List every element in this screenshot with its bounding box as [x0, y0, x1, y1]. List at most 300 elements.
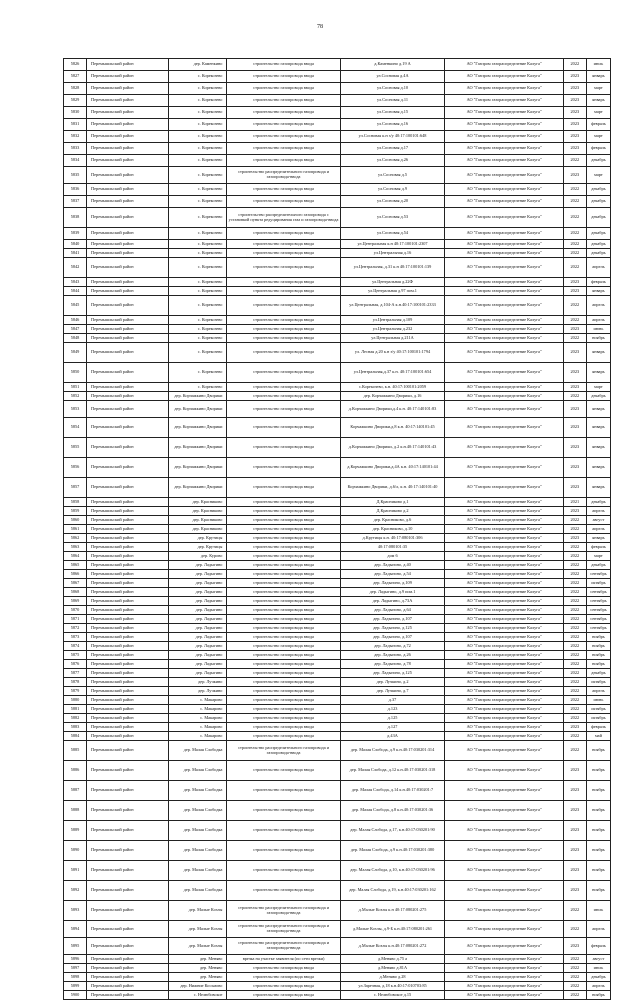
month-cell: август	[586, 955, 610, 964]
district-cell: Перемышльский район	[87, 119, 169, 131]
settlement-cell: с. Корекозево	[168, 343, 227, 363]
district-cell: Перемышльский район	[87, 418, 169, 438]
table-row	[64, 705, 611, 714]
settlement-cell: с. Макарово	[168, 696, 227, 705]
table-row	[64, 392, 611, 401]
month-cell: март	[586, 83, 610, 95]
work-type-cell: строительство газопровода ввода	[227, 588, 340, 597]
table-row	[64, 208, 611, 228]
settlement-cell: с. Корекозево	[168, 228, 227, 240]
work-type-cell: строительство газопровода ввода	[227, 325, 340, 334]
settlement-cell: с. Корекозево	[168, 325, 227, 334]
table-row	[64, 383, 611, 392]
settlement-cell: с. Корекозево	[168, 249, 227, 258]
year-cell: 2022	[563, 196, 586, 208]
month-cell: сентябрь	[586, 606, 610, 615]
settlement-cell: дер. Малая Слободка	[168, 761, 227, 781]
organization-cell: АО "Газпром газораспределение Калуга"	[445, 597, 563, 606]
work-type-cell: строительство газопровода ввода	[227, 59, 340, 71]
district-cell: Перемышльский район	[87, 196, 169, 208]
work-type-cell: строительство газопровода ввода	[227, 184, 340, 196]
table-body	[64, 59, 611, 1000]
work-type-cell: строительство распределительного газопровода и газопровода-ввода	[227, 167, 340, 184]
work-type-cell: строительство газопровода ввода	[227, 552, 340, 561]
district-cell: Перемышльский район	[87, 71, 169, 83]
work-type-cell: строительство газопровода ввода	[227, 991, 340, 1000]
work-type-cell: строительство газопровода ввода	[227, 196, 340, 208]
work-type-cell: строительство газопровода ввода	[227, 498, 340, 507]
settlement-cell: с. Корекозево	[168, 196, 227, 208]
work-type-cell: строительство газопровода ввода	[227, 383, 340, 392]
month-cell: февраль	[586, 119, 610, 131]
settlement-cell: дер. Меняво	[168, 964, 227, 973]
month-cell: апрель	[586, 258, 610, 278]
district-cell: Перемышльский район	[87, 534, 169, 543]
address-cell: д.Меняво д.75 а	[340, 955, 445, 964]
organization-cell: АО "Газпром газораспределение Калуга"	[445, 240, 563, 249]
table-row	[64, 982, 611, 991]
settlement-cell: с. Корекозево	[168, 107, 227, 119]
year-cell: 2022	[563, 392, 586, 401]
year-cell: 2022	[563, 570, 586, 579]
settlement-cell: дер. Ладыгино	[168, 597, 227, 606]
organization-cell: АО "Газпром газораспределение Калуга"	[445, 741, 563, 761]
organization-cell: АО "Газпром газораспределение Калуга"	[445, 287, 563, 296]
settlement-cell: с. Корекозево	[168, 119, 227, 131]
year-cell: 2023	[563, 841, 586, 861]
year-cell: 2022	[563, 624, 586, 633]
month-cell: ноябрь	[586, 821, 610, 841]
organization-cell: АО "Газпром газораспределение Калуга"	[445, 196, 563, 208]
district-cell: Перемышльский район	[87, 249, 169, 258]
row-number: 5887	[64, 781, 87, 801]
district-cell: Перемышльский район	[87, 678, 169, 687]
table-row	[64, 525, 611, 534]
year-cell: 2022	[563, 606, 586, 615]
year-cell: 2022	[563, 296, 586, 316]
row-number: 5858	[64, 498, 87, 507]
row-number: 5828	[64, 83, 87, 95]
district-cell: Перемышльский район	[87, 651, 169, 660]
table-row	[64, 287, 611, 296]
organization-cell: АО "Газпром газораспределение Калуга"	[445, 624, 563, 633]
settlement-cell: с. Макарово	[168, 723, 227, 732]
address-cell: д.Малые Козлы к.н.40:17:080201:272	[340, 938, 445, 955]
work-type-cell: строительство газопровода ввода	[227, 543, 340, 552]
month-cell: январь	[586, 363, 610, 383]
year-cell: 2022	[563, 561, 586, 570]
row-number: 5831	[64, 119, 87, 131]
address-cell: ул.Сосновая д.20	[340, 196, 445, 208]
table-row	[64, 107, 611, 119]
work-type-cell: строительство газопровода ввода	[227, 316, 340, 325]
organization-cell: АО "Газпром газораспределение Калуга"	[445, 660, 563, 669]
work-type-cell: строительство газопровода ввода	[227, 458, 340, 478]
address-cell: д.43А	[340, 732, 445, 741]
work-type-cell: строительство распределительного газопровода и газопровода-ввода	[227, 938, 340, 955]
work-type-cell: строительство газопровода ввода	[227, 723, 340, 732]
table-row	[64, 95, 611, 107]
row-number: 5827	[64, 71, 87, 83]
address-cell: дер. Ладыгино, д.109	[340, 579, 445, 588]
settlement-cell: дер. Ладыгино	[168, 642, 227, 651]
organization-cell: АО "Газпром газораспределение Калуга"	[445, 991, 563, 1000]
organization-cell: АО "Газпром газораспределение Калуга"	[445, 561, 563, 570]
address-cell: дер. Ладыгино, д.107	[340, 615, 445, 624]
row-number: 5857	[64, 478, 87, 498]
address-cell: ул.Центральная, д.104-А к.н.40:17:100101:2333	[340, 296, 445, 316]
address-cell: дер. Ладыгино, д.26	[340, 651, 445, 660]
address-cell: ул.Сосновая д.4А	[340, 71, 445, 83]
row-number: 5870	[64, 606, 87, 615]
district-cell: Перемышльский район	[87, 107, 169, 119]
organization-cell: АО "Газпром газораспределение Калуга"	[445, 921, 563, 938]
year-cell: 2022	[563, 714, 586, 723]
month-cell: май	[586, 732, 610, 741]
settlement-cell: дер. Малая Слободка	[168, 741, 227, 761]
organization-cell: АО "Газпром газораспределение Калуга"	[445, 516, 563, 525]
row-number: 5848	[64, 334, 87, 343]
table-row	[64, 881, 611, 901]
month-cell: ноябрь	[586, 642, 610, 651]
work-type-cell: строительство газопровода ввода	[227, 334, 340, 343]
organization-cell: АО "Газпром газораспределение Калуга"	[445, 588, 563, 597]
address-cell: дер. Ладыгино, д.54	[340, 570, 445, 579]
month-cell: январь	[586, 287, 610, 296]
settlement-cell: с. Корекозево	[168, 95, 227, 107]
table-row	[64, 973, 611, 982]
address-cell: ул.Центральная д.109	[340, 316, 445, 325]
row-number: 5866	[64, 570, 87, 579]
district-cell: Перемышльский район	[87, 561, 169, 570]
row-number: 5861	[64, 525, 87, 534]
table-row	[64, 696, 611, 705]
year-cell: 2022	[563, 642, 586, 651]
work-type-cell: строительство газопровода ввода	[227, 507, 340, 516]
work-type-cell: строительство газопровода ввода	[227, 597, 340, 606]
district-cell: Перемышльский район	[87, 723, 169, 732]
month-cell: ноябрь	[586, 881, 610, 901]
year-cell: 2022	[563, 240, 586, 249]
work-type-cell: строительство распределительного газопровода и газопровода-ввода	[227, 741, 340, 761]
year-cell: 2022	[563, 982, 586, 991]
work-type-cell: строительство распределительного газопровода и газопровода-ввода	[227, 921, 340, 938]
table-row	[64, 624, 611, 633]
organization-cell: АО "Газпром газораспределение Калуга"	[445, 143, 563, 155]
address-cell: ул.Сосновая д.5	[340, 167, 445, 184]
district-cell: Перемышльский район	[87, 316, 169, 325]
organization-cell: АО "Газпром газораспределение Калуга"	[445, 973, 563, 982]
organization-cell: АО "Газпром газораспределение Калуга"	[445, 732, 563, 741]
work-type-cell: строительство распределительного газопровода и газопровода-ввода	[227, 901, 340, 921]
district-cell: Перемышльский район	[87, 687, 169, 696]
table-row	[64, 296, 611, 316]
month-cell: январь	[586, 95, 610, 107]
year-cell: 2023	[563, 881, 586, 901]
district-cell: Перемышльский район	[87, 552, 169, 561]
address-cell: дер. Ладыгино, д.78	[340, 660, 445, 669]
row-number: 5900	[64, 991, 87, 1000]
settlement-cell: дер. Малая Слободка	[168, 781, 227, 801]
district-cell: Перемышльский район	[87, 287, 169, 296]
address-cell: дер. Малая Слобода, д.14 к.н.40:17:030201:7	[340, 781, 445, 801]
table-row	[64, 543, 611, 552]
organization-cell: АО "Газпром газораспределение Калуга"	[445, 478, 563, 498]
work-type-cell: строительство газопровода ввода	[227, 669, 340, 678]
year-cell: 2023	[563, 781, 586, 801]
work-type-cell: строительство газопровода ввода	[227, 155, 340, 167]
month-cell: ноябрь	[586, 761, 610, 781]
settlement-cell: с. Корекозево	[168, 131, 227, 143]
district-cell: Перемышльский район	[87, 155, 169, 167]
row-number: 5852	[64, 392, 87, 401]
address-cell: д.37	[340, 696, 445, 705]
district-cell: Перемышльский район	[87, 95, 169, 107]
year-cell: 2022	[563, 955, 586, 964]
address-cell: Д.Красниково д.1	[340, 498, 445, 507]
district-cell: Перемышльский район	[87, 921, 169, 938]
year-cell: 2023	[563, 95, 586, 107]
year-cell: 2022	[563, 184, 586, 196]
district-cell: Перемышльский район	[87, 543, 169, 552]
year-cell: 2022	[563, 660, 586, 669]
address-cell: дер. Малая Слобода, д.10, к.н.40:17:030201:96	[340, 861, 445, 881]
district-cell: Перемышльский район	[87, 143, 169, 155]
year-cell: 2022	[563, 543, 586, 552]
settlement-cell: дер. Малая Слободка	[168, 881, 227, 901]
year-cell: 2023	[563, 861, 586, 881]
table-row	[64, 228, 611, 240]
work-type-cell: строительство газопровода ввода	[227, 534, 340, 543]
address-cell: дер. Ладыгино, д.125	[340, 669, 445, 678]
month-cell: декабрь	[586, 228, 610, 240]
table-row	[64, 597, 611, 606]
row-number: 5872	[64, 624, 87, 633]
district-cell: Перемышльский район	[87, 624, 169, 633]
year-cell: 2022	[563, 525, 586, 534]
settlement-cell: дер. Ладыгино	[168, 579, 227, 588]
year-cell: 2022	[563, 228, 586, 240]
district-cell: Перемышльский район	[87, 184, 169, 196]
row-number: 5851	[64, 383, 87, 392]
month-cell: сентябрь	[586, 588, 610, 597]
district-cell: Перемышльский район	[87, 258, 169, 278]
address-cell: ул.Центральная д.16	[340, 249, 445, 258]
district-cell: Перемышльский район	[87, 296, 169, 316]
district-cell: Перемышльский район	[87, 633, 169, 642]
settlement-cell: дер. Ладыгино	[168, 660, 227, 669]
row-number: 5883	[64, 723, 87, 732]
row-number: 5853	[64, 401, 87, 418]
month-cell: октябрь	[586, 579, 610, 588]
month-cell: декабрь	[586, 249, 610, 258]
row-number: 5862	[64, 534, 87, 543]
settlement-cell: дер. Крутицы	[168, 543, 227, 552]
settlement-cell: с. Корекозево	[168, 316, 227, 325]
district-cell: Перемышльский район	[87, 458, 169, 478]
address-cell: д.Меняво д.81А	[340, 964, 445, 973]
address-cell: ул.Сосновая д.53	[340, 208, 445, 228]
work-type-cell: строительство газопровода ввода	[227, 478, 340, 498]
row-number: 5880	[64, 696, 87, 705]
settlement-cell: дер. Малая Слободка	[168, 841, 227, 861]
row-number: 5888	[64, 801, 87, 821]
organization-cell: АО "Газпром газораспределение Калуга"	[445, 249, 563, 258]
month-cell: март	[586, 383, 610, 392]
work-type-cell: строительство газопровода ввода	[227, 343, 340, 363]
address-cell: дер. Малая Слобода, д.17, к.н.40:17:030201:90	[340, 821, 445, 841]
work-type-cell: строительство газопровода ввода	[227, 732, 340, 741]
work-type-cell: строительство газопровода ввода	[227, 71, 340, 83]
row-number: 5878	[64, 678, 87, 687]
settlement-cell: с. Макарово	[168, 732, 227, 741]
year-cell: 2022	[563, 316, 586, 325]
district-cell: Перемышльский район	[87, 579, 169, 588]
work-type-cell: строительство газопровода ввода	[227, 107, 340, 119]
settlement-cell: дер. Корчажкино Дворики	[168, 392, 227, 401]
organization-cell: АО "Газпром газораспределение Калуга"	[445, 964, 563, 973]
table-row	[64, 401, 611, 418]
district-cell: Перемышльский район	[87, 478, 169, 498]
district-cell: Перемышльский район	[87, 525, 169, 534]
month-cell: март	[586, 167, 610, 184]
address-cell: ул.Центральная д.211А	[340, 334, 445, 343]
year-cell: 2023	[563, 167, 586, 184]
year-cell: 2023	[563, 383, 586, 392]
organization-cell: АО "Газпром газораспределение Калуга"	[445, 258, 563, 278]
address-cell: д.Корчажкино Дворики,д.4А к.н. 40:17:140101:44	[340, 458, 445, 478]
year-cell: 2023	[563, 71, 586, 83]
settlement-cell: с. Корекозево	[168, 383, 227, 392]
settlement-cell: дер. Корчажкино Дворики	[168, 438, 227, 458]
work-type-cell: строительство газопровода ввода	[227, 642, 340, 651]
row-number: 5881	[64, 705, 87, 714]
row-number: 5854	[64, 418, 87, 438]
address-cell: с.Корекозево, к.н. 40:17:100101:2059	[340, 383, 445, 392]
district-cell: Перемышльский район	[87, 861, 169, 881]
settlement-cell: с. Корекозево	[168, 258, 227, 278]
row-number: 5833	[64, 143, 87, 155]
address-cell: ул.Сосновая д.17	[340, 143, 445, 155]
organization-cell: АО "Газпром газораспределение Калуга"	[445, 119, 563, 131]
row-number: 5863	[64, 543, 87, 552]
row-number: 5893	[64, 901, 87, 921]
district-cell: Перемышльский район	[87, 964, 169, 973]
year-cell: 2023	[563, 278, 586, 287]
work-type-cell: строительство газопровода ввода	[227, 516, 340, 525]
settlement-cell: с. Нелюбовское	[168, 991, 227, 1000]
table-row	[64, 516, 611, 525]
organization-cell: АО "Газпром газораспределение Калуга"	[445, 552, 563, 561]
gas-connection-table	[63, 58, 611, 1000]
organization-cell: АО "Газпром газораспределение Калуга"	[445, 579, 563, 588]
address-cell: дер. Ладыгино, д.64	[340, 606, 445, 615]
address-cell: дер. Ладыгино, д.73А	[340, 597, 445, 606]
table-row	[64, 723, 611, 732]
district-cell: Перемышльский район	[87, 741, 169, 761]
settlement-cell: дер. Крутицы	[168, 534, 227, 543]
month-cell: январь	[586, 418, 610, 438]
district-cell: Перемышльский район	[87, 991, 169, 1000]
year-cell: 2023	[563, 438, 586, 458]
table-row	[64, 83, 611, 95]
address-cell: д.Корчажкино Дворики,д.4 к.н. 40:17:140101:83	[340, 401, 445, 418]
month-cell: январь	[586, 71, 610, 83]
month-cell: декабрь	[586, 973, 610, 982]
row-number: 5832	[64, 131, 87, 143]
settlement-cell: дер. Красниково	[168, 525, 227, 534]
organization-cell: АО "Газпром газораспределение Калуга"	[445, 606, 563, 615]
row-number: 5845	[64, 296, 87, 316]
work-type-cell: строительство газопровода ввода	[227, 579, 340, 588]
district-cell: Перемышльский район	[87, 228, 169, 240]
organization-cell: АО "Газпром газораспределение Калуга"	[445, 669, 563, 678]
table-row	[64, 642, 611, 651]
page-number: 78	[317, 24, 323, 30]
year-cell: 2023	[563, 131, 586, 143]
row-number: 5836	[64, 184, 87, 196]
organization-cell: АО "Газпром газораспределение Калуга"	[445, 278, 563, 287]
month-cell: февраль	[586, 143, 610, 155]
table-row	[64, 278, 611, 287]
organization-cell: АО "Газпром газораспределение Калуга"	[445, 901, 563, 921]
row-number: 5860	[64, 516, 87, 525]
settlement-cell: с. Корекозево	[168, 83, 227, 95]
settlement-cell: с. Корекозево	[168, 155, 227, 167]
year-cell: 2023	[563, 458, 586, 478]
work-type-cell: строительство газопровода ввода	[227, 861, 340, 881]
row-number: 5884	[64, 732, 87, 741]
district-cell: Перемышльский район	[87, 516, 169, 525]
district-cell: Перемышльский район	[87, 570, 169, 579]
work-type-cell: строительство газопровода ввода	[227, 258, 340, 278]
settlement-cell: с. Корекозево	[168, 278, 227, 287]
table-row	[64, 955, 611, 964]
work-type-cell: строительство газопровода ввода	[227, 714, 340, 723]
table-row	[64, 561, 611, 570]
district-cell: Перемышльский район	[87, 208, 169, 228]
district-cell: Перемышльский район	[87, 955, 169, 964]
year-cell: 2022	[563, 964, 586, 973]
row-number: 5874	[64, 642, 87, 651]
settlement-cell: с. Корекозево	[168, 296, 227, 316]
month-cell: апрель	[586, 982, 610, 991]
address-cell: ул.Центральная д.232	[340, 325, 445, 334]
settlement-cell: дер. Красниково	[168, 498, 227, 507]
organization-cell: АО "Газпром газораспределение Калуга"	[445, 184, 563, 196]
year-cell: 2022	[563, 334, 586, 343]
district-cell: Перемышльский район	[87, 705, 169, 714]
row-number: 5897	[64, 964, 87, 973]
row-number: 5839	[64, 228, 87, 240]
work-type-cell: строительство газопровода ввода	[227, 119, 340, 131]
year-cell: 2022	[563, 741, 586, 761]
month-cell: апрель	[586, 921, 610, 938]
year-cell: 2022	[563, 552, 586, 561]
address-cell: дер. Ладыгино, д.9 пом.1	[340, 588, 445, 597]
address-cell: ул.Сосновая д.16	[340, 119, 445, 131]
table-row	[64, 669, 611, 678]
month-cell: январь	[586, 534, 610, 543]
organization-cell: АО "Газпром газораспределение Калуга"	[445, 131, 563, 143]
address-cell: ул.Сосновая д.11	[340, 95, 445, 107]
organization-cell: АО "Газпром газораспределение Калуга"	[445, 696, 563, 705]
address-cell: дом 6	[340, 552, 445, 561]
row-number: 5829	[64, 95, 87, 107]
work-type-cell: строительство газопровода ввода	[227, 83, 340, 95]
settlement-cell: дер. Красниково	[168, 516, 227, 525]
row-number: 5841	[64, 249, 87, 258]
